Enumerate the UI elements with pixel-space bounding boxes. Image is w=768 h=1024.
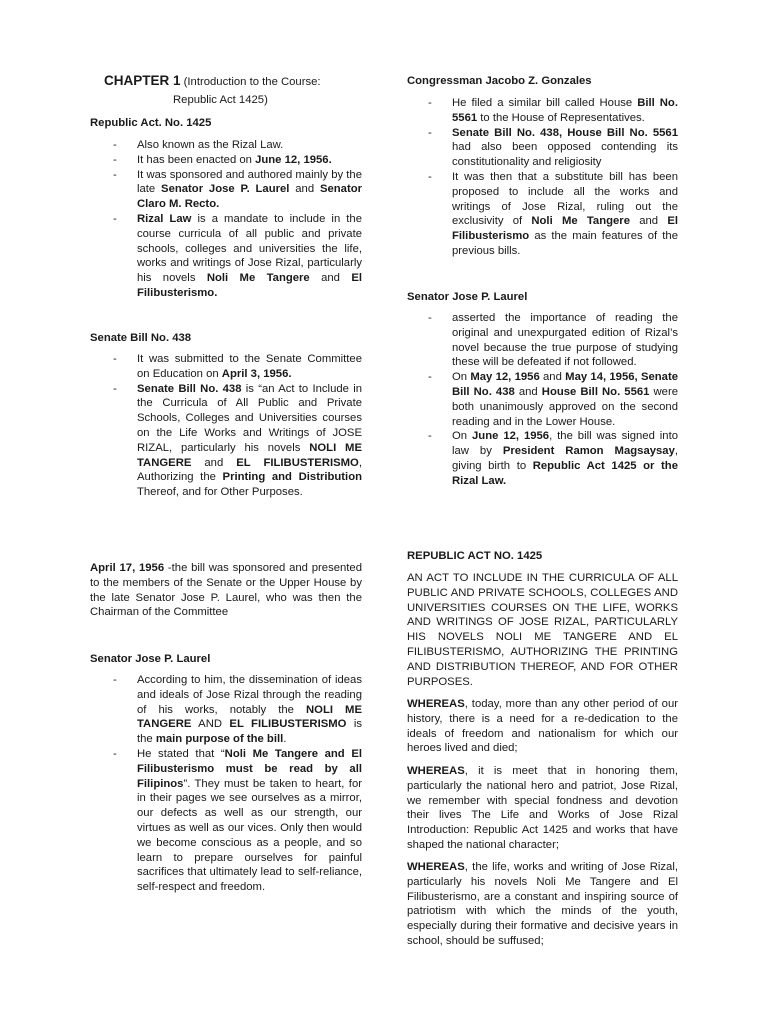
laurel-list-left (113, 673, 362, 895)
list-item: - Rizal Law is a mandate to include in the course curricula of all public and private schools, colleges and universities the life, works and writings of Jose Rizal, particularly his novels Noli Me Tangere and El Filibusterismo. (113, 212, 362, 301)
whereas-2: WHEREAS, it is meet that in honoring them, particularly the national hero and patriot, Jose Rizal, we remember with special fondness and devotion their lives The Life and Works of Jose Rizal Introduction: Republic Act 1425 and works that have shaped the national character; (407, 765, 678, 851)
list-item: - It was then that a substitute bill has been proposed to include all the works and writings of Jose Rizal, ruling out the exclusivity of Noli Me Tangere and El Filibusterismo as the main features of the previous bills. (428, 170, 678, 259)
list-item: - asserted the importance of reading the original and unexpurgated edition of Rizal’s novel because the true purpose of studying these will be defeated if not followed. (428, 311, 678, 370)
ra-list (113, 138, 362, 301)
april-paragraph: April 17, 1956 -the bill was sponsored and presented to the members of the Senate or the Upper House by the late Senator Jose P. Laurel, who was then the Chairman of the Committee (90, 562, 362, 619)
whereas-3: WHEREAS, the life, works and writing of Jose Rizal, particularly his novels Noli Me Tangere and El Filibusterismo, are a constant and inspiring source of patriotism with which the minds of the youth, especially during their formative and decisive years in school, should be suffused; (407, 861, 678, 947)
ra-heading: Republic Act. No. 1425 (90, 117, 212, 129)
laurel-heading-left: Senator Jose P. Laurel (90, 653, 211, 665)
list-item: - On June 12, 1956, the bill was signed into law by President Ramon Magsaysay, giving birth to Republic Act 1425 or the Rizal Law. (428, 429, 678, 488)
laurel-heading-right: Senator Jose P. Laurel (407, 291, 528, 303)
chapter-title (104, 74, 321, 90)
list-item: - According to him, the dissemination of ideas and ideals of Jose Rizal through the reading of his works, notably the NOLI ME TANGERE AND EL FILIBUSTERISMO is the main purpose of the bill. (113, 673, 362, 747)
list-item: - Senate Bill No. 438, House Bill No. 5561 had also been opposed contending its constitutionality and religiosity (428, 126, 678, 170)
list-item: - It was submitted to the Senate Committee on Education on April 3, 1956. (113, 352, 362, 382)
ra-1425-heading: REPUBLIC ACT NO. 1425 (407, 550, 543, 562)
list-item: - Also known as the Rizal Law. (113, 138, 362, 153)
gonzales-heading: Congressman Jacobo Z. Gonzales (407, 75, 592, 87)
list-item: - It was sponsored and authored mainly by the late Senator Jose P. Laurel and Senator Claro M. Recto. (113, 168, 362, 212)
chapter-subtitle-1: (Introduction to the Course: (183, 76, 321, 88)
ra-1425-text: AN ACT TO INCLUDE IN THE CURRICULA OF ALL PUBLIC AND PRIVATE SCHOOLS, COLLEGES AND UNIVERSITIES COURSES ON THE LIFE, WORKS AND WRITINGS OF JOSE RIZAL, PARTICULARLY HIS NOVELS NOLI ME TANGERE AND EL FILIBUSTERISMO, AUTHORIZING THE PRINTING AND DISTRIBUTION THEREOF, AND FOR OTHER PURPOSES. (407, 572, 678, 688)
whereas-1: WHEREAS, today, more than any other period of our history, there is a need for a re-dedication to the ideals of freedom and nationalism for which our heroes lived and died; (407, 698, 678, 755)
list-item: - He stated that “Noli Me Tangere and El Filibusterismo must be read by all Filipinos”. They must be taken to heart, for in their pages we see ourselves as a mirror, our defects as well as our strength, our virtues as well as our vices. Only then would we become conscious as a people, and so learn to prepare ourselves for painful sacrifices that ultimately lead to self-reliance, self-respect and freedom. (113, 747, 362, 895)
list-item: - Senate Bill No. 438 is “an Act to Include in the Curricula of All Public and Private Schools, Colleges and Universities courses on the Life Works and Writings of JOSE RIZAL, particularly his novels NOLI ME TANGERE and EL FILIBUSTERISMO, Authorizing the Printing and Distribution Thereof, and for Other Purposes. (113, 382, 362, 500)
chapter-label: CHAPTER 1 (104, 73, 181, 88)
chapter-subtitle-2: Republic Act 1425) (173, 94, 268, 106)
list-item: - It has been enacted on June 12, 1956. (113, 153, 362, 168)
senate-bill-heading: Senate Bill No. 438 (90, 332, 192, 344)
list-item: - He filed a similar bill called House Bill No. 5561 to the House of Representatives. (428, 96, 678, 126)
laurel-list-right (428, 311, 678, 489)
list-item: - On May 12, 1956 and May 14, 1956, Senate Bill No. 438 and House Bill No. 5561 were both unanimously approved on the second reading and in the Lower House. (428, 370, 678, 429)
senate-bill-list (113, 352, 362, 500)
gonzales-list (428, 96, 678, 259)
